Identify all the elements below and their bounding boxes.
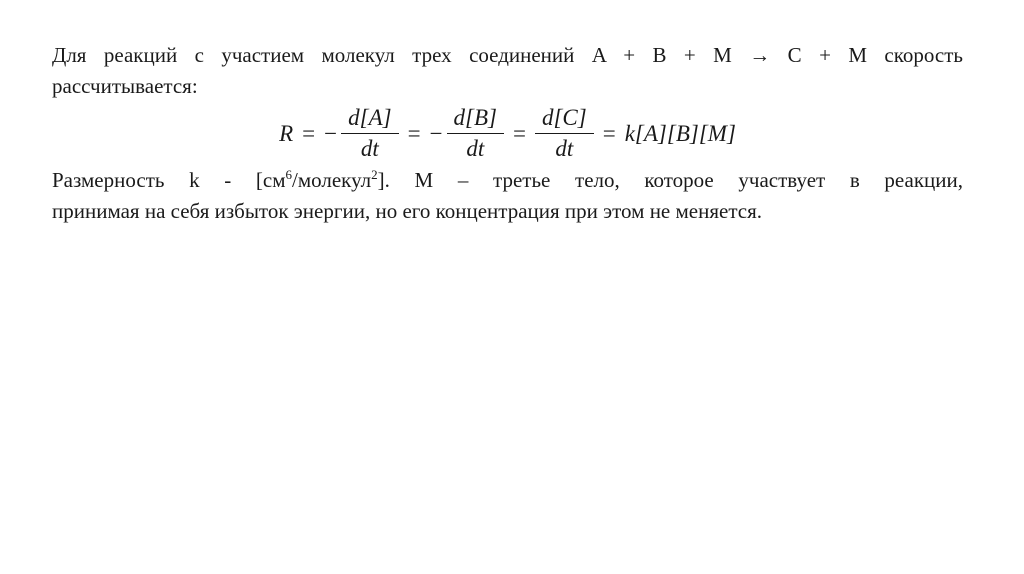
fraction-dc-dt-denominator: dt bbox=[555, 136, 574, 162]
fraction-da-dt-denominator: dt bbox=[360, 136, 379, 162]
paragraph-dimension bbox=[52, 165, 963, 227]
dimension-line-1-text-b: /молекул bbox=[292, 167, 372, 192]
equals-sign: = bbox=[407, 120, 421, 146]
minus-sign: − bbox=[324, 120, 338, 146]
equals-sign: = bbox=[302, 120, 316, 146]
dimension-line-1 bbox=[52, 165, 963, 196]
fraction-dc-dt-numerator: d[C] bbox=[535, 105, 594, 134]
fraction-da-dt-numerator: d[A] bbox=[341, 105, 398, 134]
fraction-dc-dt bbox=[535, 105, 594, 163]
intro-line-2: рассчитывается: bbox=[52, 74, 198, 98]
minus-sign: − bbox=[429, 120, 443, 146]
fraction-db-dt-numerator: d[B] bbox=[447, 105, 504, 134]
superscript-2: 2 bbox=[371, 166, 378, 182]
equals-sign: = bbox=[602, 120, 616, 146]
intro-line-1: Для реакций с участием молекул трех соединений A + B + M → C + M скорость bbox=[52, 43, 963, 67]
rate-equation bbox=[52, 105, 963, 163]
superscript-6: 6 bbox=[285, 166, 293, 182]
equation-lhs: R bbox=[279, 120, 294, 146]
dimension-line-1-text-a: Размерность k - [см bbox=[52, 167, 286, 192]
paragraph-intro bbox=[52, 40, 963, 102]
dimension-line-1-text-c: ]. M – третье тело, которое участвует в реакции, bbox=[377, 167, 963, 192]
fraction-db-dt-denominator: dt bbox=[466, 136, 485, 162]
equals-sign: = bbox=[513, 120, 526, 146]
dimension-line-2: принимая на себя избыток энергии, но его концентрация при этом не меняется. bbox=[52, 198, 762, 223]
fraction-da-dt bbox=[341, 105, 398, 163]
fraction-db-dt bbox=[447, 105, 504, 163]
equation-rhs: k[A][B][M] bbox=[624, 120, 736, 146]
